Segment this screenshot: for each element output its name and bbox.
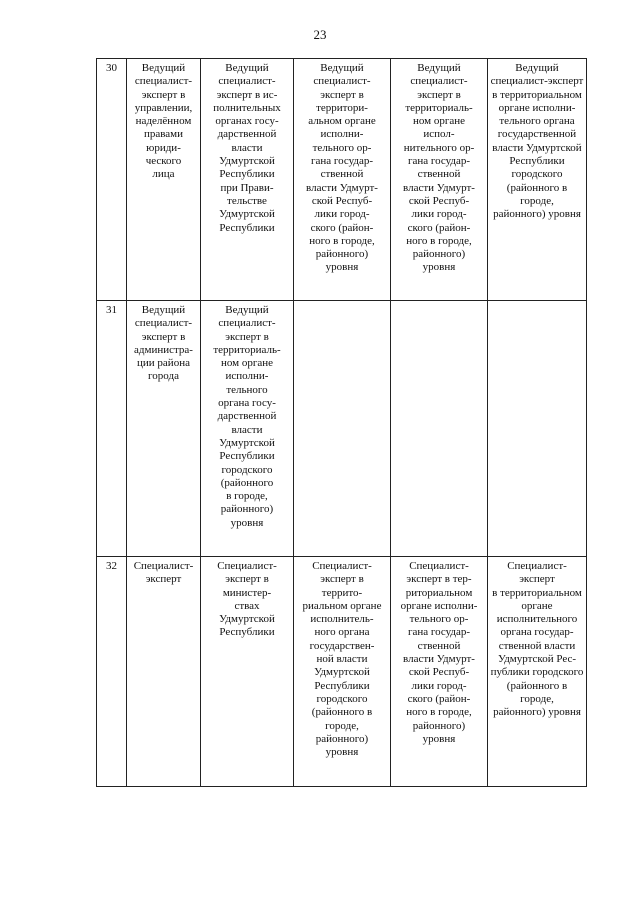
positions-table — [96, 58, 587, 787]
position-title: Ведущий специалист-эксперт в территориальном органе исполни- тельного органа государственной власти Удмуртской Республики городского (районного в городе, районного) уровня — [490, 62, 584, 221]
position-cell — [488, 557, 587, 787]
position-title: Ведущий специалист- эксперт в управлении, наделённом правами юриди- ческого лица — [134, 62, 193, 181]
position-title: Ведущий специалист- эксперт в администра- ции района города — [134, 304, 193, 383]
position-cell — [294, 557, 391, 787]
row-number-cell — [97, 59, 127, 301]
row-number-cell — [97, 557, 127, 787]
row-number-cell — [97, 301, 127, 557]
position-cell — [391, 59, 488, 301]
empty-cell — [391, 301, 488, 557]
position-title: Ведущий специалист- эксперт в территориаль- ном органе испол- нительного ор- гана государ- ственной власти Удмурт- ской Респуб- лики город- ского (район- ного в городе, районного) уровня — [403, 62, 475, 274]
position-cell — [294, 59, 391, 301]
page-number: 23 — [313, 27, 327, 42]
empty-cell — [294, 301, 391, 557]
position-cell — [127, 59, 201, 301]
position-cell — [201, 557, 294, 787]
position-title: Специалист- эксперт — [133, 560, 194, 586]
table-row — [97, 301, 587, 557]
position-title: Специалист-эксперт в территориальном органе исполнительного органа государ- ственной власти Удмуртской Рес- публики городского (районного в городе, районного) уровня — [490, 560, 584, 719]
position-cell — [201, 59, 294, 301]
position-cell — [201, 301, 294, 557]
table-row — [97, 557, 587, 787]
position-title: Специалист- эксперт в террито- риальном органе исполнитель- ного органа государствен- ной власти Удмуртской Республики городского (районного в городе, районного) уровня — [302, 560, 382, 759]
position-cell — [488, 59, 587, 301]
row-number: 32 — [106, 560, 117, 572]
row-number: 30 — [106, 62, 117, 74]
position-title: Специалист- эксперт в тер- риториальном органе исполни- тельного ор- гана государ- ственной власти Удмурт- ской Респуб- лики город- ского (район- ного в городе, районного) уровня — [400, 560, 478, 745]
position-title: Ведущий специалист- эксперт в территориаль- ном органе исполни- тельного органа госу- дарственной власти Удмуртской Республики городского (районного в городе, районного) уровня — [213, 304, 281, 529]
position-cell — [127, 557, 201, 787]
table-row — [97, 59, 587, 301]
empty-cell — [488, 301, 587, 557]
row-number: 31 — [106, 304, 117, 316]
position-title: Ведущий специалист- эксперт в ис- полнительных органах госу- дарственной власти Удмуртской Республики при Прави- тельстве Удмуртской Республики — [213, 62, 281, 234]
position-cell — [127, 301, 201, 557]
position-title: Специалист- эксперт в министер- ствах Удмуртской Республики — [217, 560, 277, 639]
position-title: Ведущий специалист- эксперт в территори- альном органе исполни- тельного ор- гана государ- ственной власти Удмурт- ской Респуб- лики город- ского (район- ного в городе, районного) уровня — [306, 62, 378, 274]
position-cell — [391, 557, 488, 787]
